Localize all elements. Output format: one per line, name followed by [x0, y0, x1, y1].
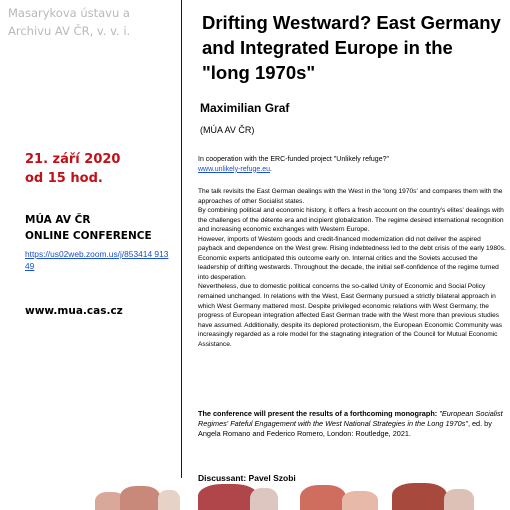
- left-column: [0, 0, 178, 510]
- monograph-note: [198, 409, 506, 439]
- organizer-label: MÚA AV ČR: [25, 214, 91, 226]
- conference-info: [25, 212, 152, 244]
- column-divider: [181, 0, 182, 478]
- event-date-day: 21. září 2020: [25, 152, 121, 167]
- monograph-lead: The conference will present the results of a forthcoming monograph:: [198, 409, 438, 418]
- abstract-paragraph: Nevertheless, due to domestic political concerns the so-called Unity of Economic and Social Policy remained unchanged. In relations with the West, East Germany pursued a strictly bilateral approach in which West Germany mattered most. Despite privileged economic relations with West Germany, the progress of European integration affected East German trade with the West more than previous studies have assumed. Additionally, despite its deplored protectionism, the European Economic Community was increasingly regarded as a role model for the stagnating integration of the Council for Mutual Economic Assistance.: [198, 283, 503, 348]
- abstract-paragraph: The talk revisits the East German dealings with the West in the 'long 1970s' and compares them with the approaches of other Socialist states.: [198, 188, 503, 205]
- abstract-paragraph: However, imports of Western goods and credit-financed modernization did not deliver the aspired payback and dependence on the West grew. Rising indebtedness led to the debt crisis of the early 1980s. Economic experts anticipated this outcome early on. Internal critics and the Soviets accused the leadership of drifting westwards. Throughout the decade, the initial self-confidence of the regime turned into desperation.: [198, 235, 506, 281]
- cooperation-text: In cooperation with the ERC-funded project "Unlikely refuge?": [198, 156, 389, 163]
- website-link[interactable]: www.mua.cas.cz: [25, 305, 123, 317]
- institution-name: Masarykova ústavu a Archivu AV ČR, v. v. i.: [8, 6, 131, 38]
- talk-abstract: [198, 187, 506, 349]
- event-type-label: ONLINE CONFERENCE: [25, 230, 152, 242]
- monograph-details: , ed. by Angela Romano and Federico Romero, London: Routledge, 2021.: [198, 419, 492, 438]
- zoom-link[interactable]: https://us02web.zoom.us/j/853414 91349: [25, 249, 169, 271]
- cooperation-note: [198, 155, 504, 174]
- cooperation-link-wrap: [198, 165, 504, 175]
- cooperation-link[interactable]: www.unlikely-refuge.eu: [198, 165, 270, 173]
- event-date: [25, 150, 120, 188]
- talk-title: Drifting Westward? East Germany and Integrated Europe in the "long 1970s": [202, 12, 501, 83]
- event-date-time: od 15 hod.: [25, 171, 103, 186]
- abstract-paragraph: By combining political and economic history, it offers a fresh account on the country's elites' dealings with the challenges of the détente era and incipient globalization. The regime desired international recognition and increasing economic exchanges with Western Europe.: [198, 207, 504, 234]
- decorative-bottom-image: [0, 482, 510, 510]
- speaker-name: Maximilian Graf: [200, 101, 290, 115]
- speaker-affiliation: (MÚA AV ČR): [200, 125, 255, 135]
- monograph-title: "European Socialist Regimes' Fateful Engagement with the West National Strategies in the Long 1970s": [198, 409, 503, 428]
- discussant-label: Discussant: Pavel Szobi: [198, 473, 296, 483]
- cooperation-link-suffix: .: [269, 165, 272, 173]
